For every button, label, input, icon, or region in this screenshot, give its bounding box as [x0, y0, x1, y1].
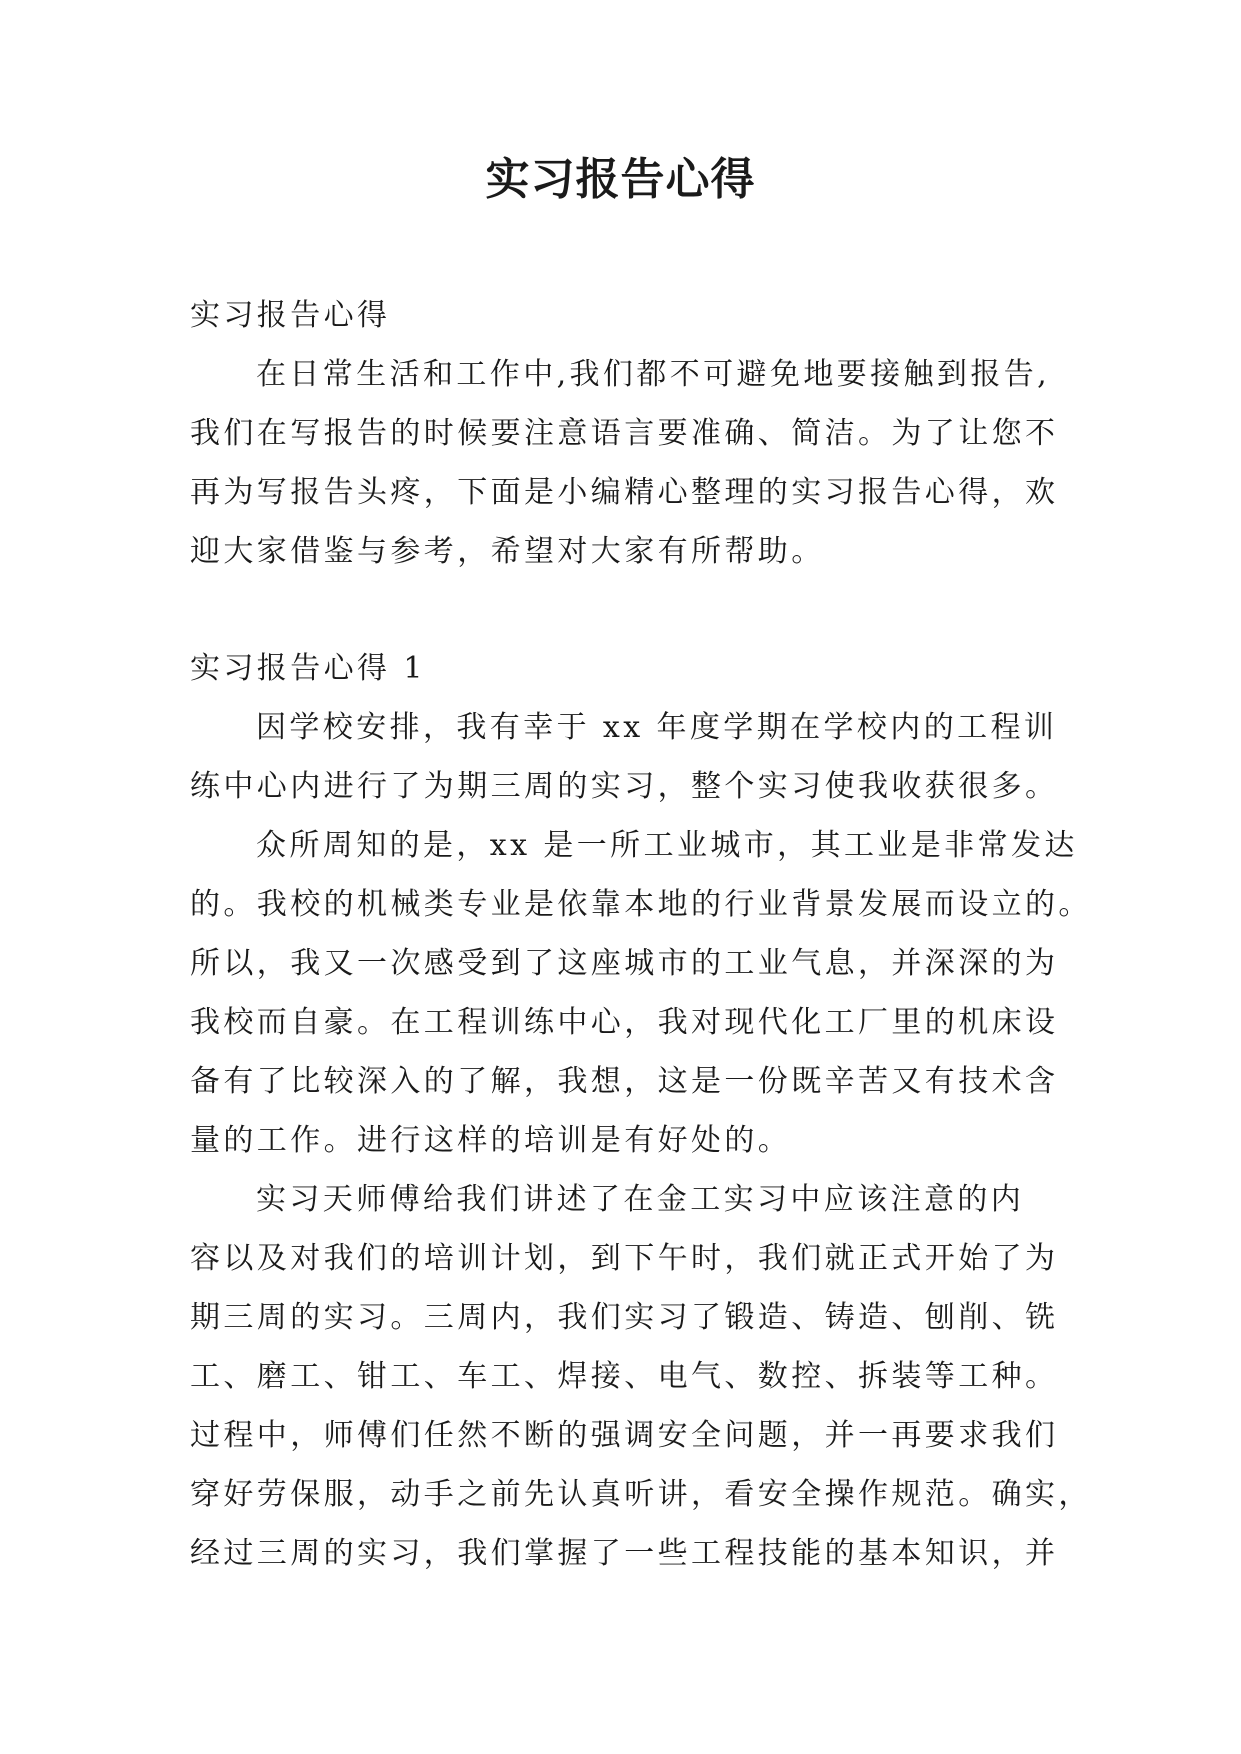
paragraph-line: 我校而自豪。在工程训练中心，我对现代化工厂里的机床设 [190, 1005, 1059, 1040]
paragraph-line: 穿好劳保服，动手之前先认真听讲，看安全操作规范。确实， [190, 1477, 1092, 1512]
paragraph-line: 量的工作。进行这样的培训是有好处的。 [190, 1123, 792, 1158]
paragraph-line: 所以，我又一次感受到了这座城市的工业气息，并深深的为 [190, 946, 1059, 981]
paragraph-line: 备有了比较深入的了解，我想，这是一份既辛苦又有技术含 [190, 1064, 1059, 1099]
intro-paragraph [190, 345, 1060, 581]
section1-paragraph-3 [190, 1170, 1092, 1583]
paragraph-line: 再为写报告头疼，下面是小编精心整理的实习报告心得，欢 [190, 475, 1059, 510]
document-title: 实习报告心得 [485, 154, 756, 205]
paragraph-line: 容以及对我们的培训计划，到下午时，我们就正式开始了为 [190, 1241, 1059, 1276]
paragraph-line: 众所周知的是，xx 是一所工业城市，其工业是非常发达 [256, 828, 1078, 863]
intro-heading: 实习报告心得 [190, 298, 391, 333]
section-gap [190, 581, 1060, 639]
paragraph-line: 的。我校的机械类专业是依靠本地的行业背景发展而设立的。 [190, 887, 1092, 922]
paragraph-line: 工、磨工、钳工、车工、焊接、电气、数控、拆装等工种。 [190, 1359, 1059, 1394]
paragraph-line: 我们在写报告的时候要注意语言要准确、简洁。为了让您不 [190, 416, 1059, 451]
paragraph-line: 经过三周的实习，我们掌握了一些工程技能的基本知识，并 [190, 1536, 1059, 1571]
paragraph-line: 在日常生活和工作中,我们都不可避免地要接触到报告, [256, 357, 1051, 392]
paragraph-line: 迎大家借鉴与参考，希望对大家有所帮助。 [190, 534, 825, 569]
paragraph-line: 实习天师傅给我们讲述了在金工实习中应该注意的内 [256, 1182, 1025, 1217]
section-heading: 实习报告心得 1 [190, 651, 426, 686]
section1-paragraph-1 [190, 698, 1060, 816]
paragraph-line: 因学校安排，我有幸于 xx 年度学期在学校内的工程训 [256, 710, 1058, 745]
paragraph-line: 过程中，师傅们任然不断的强调安全问题，并一再要求我们 [190, 1418, 1059, 1453]
paragraph-line: 练中心内进行了为期三周的实习，整个实习使我收获很多。 [190, 769, 1059, 804]
paragraph-line: 期三周的实习。三周内，我们实习了锻造、铸造、刨削、铣 [190, 1300, 1059, 1335]
document-body [190, 286, 1092, 1583]
section1-paragraph-2 [190, 816, 1092, 1170]
